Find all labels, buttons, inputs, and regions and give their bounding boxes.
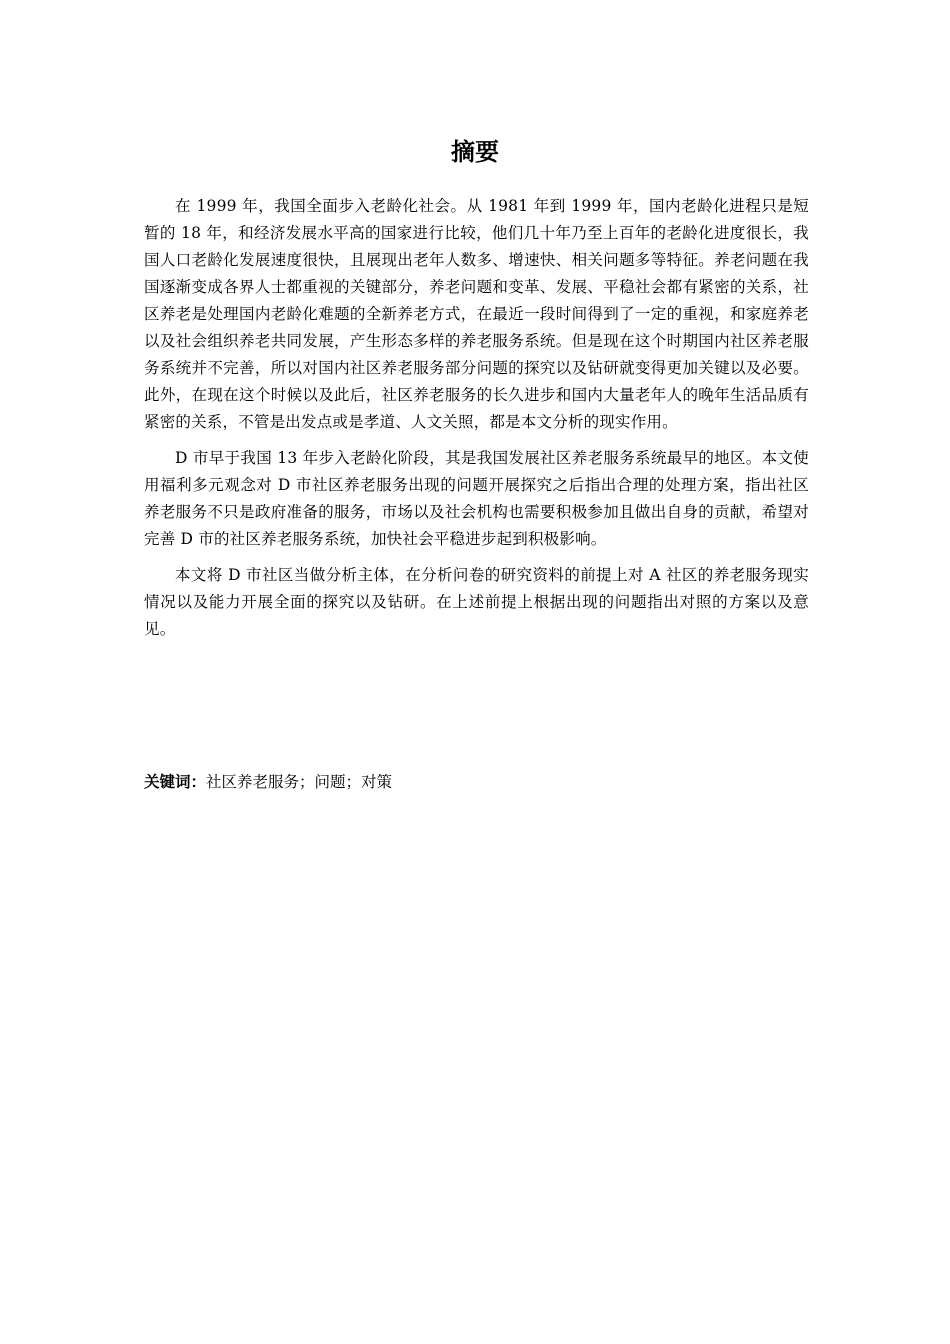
keywords-line	[144, 769, 809, 796]
abstract-title: 摘要	[451, 138, 499, 166]
abstract-body	[144, 193, 809, 652]
keywords-value: 社区养老服务；问题；对策	[206, 773, 393, 791]
abstract-paragraph-3: 本文将 D 市社区当做分析主体，在分析问卷的研究资料的前提上对 A 社区的养老服务现实情况以及能力开展全面的探究以及钻研。在上述前提上根据出现的问题指出对照的方案以及意见。	[144, 566, 809, 638]
abstract-paragraph-1: 在 1999 年，我国全面步入老龄化社会。从 1981 年到 1999 年，国内老龄化进程只是短暂的 18 年，和经济发展水平高的国家进行比较，他们几十年乃至上百年的老龄化进度很长，我国人口老龄化发展速度很快，且展现出老年人数多、增速快、相关问题多等特征。养老问题在我国逐渐变成各界人士都重视的关键部分，养老问题和变革、发展、平稳社会都有紧密的关系，社区养老是处理国内老龄化难题的全新养老方式，在最近一段时间得到了一定的重视，和家庭养老以及社会组织养老共同发展，产生形态多样的养老服务系统。但是现在这个时期国内社区养老服务系统并不完善，所以对国内社区养老服务部分问题的探究以及钻研就变得更加关键以及必要。此外，在现在这个时候以及此后，社区养老服务的长久进步和国内大量老年人的晚年生活品质有紧密的关系，不管是出发点或是孝道、人文关照，都是本文分析的现实作用。	[144, 197, 809, 431]
keywords-label: 关键词：	[144, 773, 207, 791]
abstract-paragraph-2: D 市早于我国 13 年步入老龄化阶段，其是我国发展社区养老服务系统最早的地区。本文使用福利多元观念对 D 市社区养老服务出现的问题开展探究之后指出合理的处理方案，指出社区养老服务不只是政府准备的服务，市场以及社会机构也需要积极参加且做出自身的贡献，希望对完善 D 市的社区养老服务系统，加快社会平稳进步起到积极影响。	[144, 449, 809, 548]
